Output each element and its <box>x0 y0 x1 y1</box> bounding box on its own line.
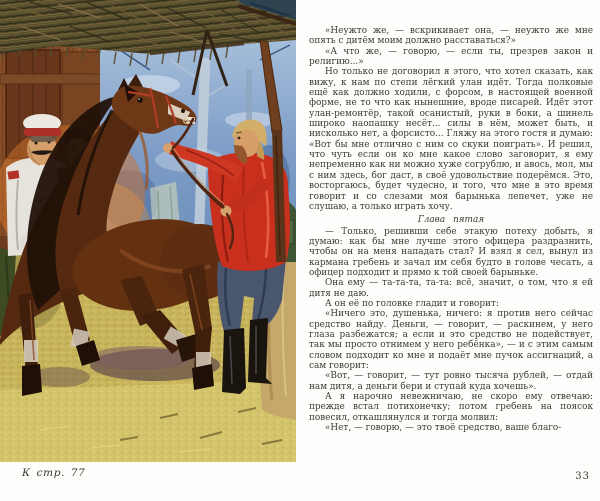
paragraph: Но только не договорил я этого, что хотел сказать, как вижу, к нам по степи лёгкий улан идёт. Тогда полковые ещё как должно ходили, с форсом, в настоящей военной форме, не то что как нынешние, вроде писарей. Идёт этот улан-ремонтёр, такой осанистый, руки в боки, а шинель широко наопашку несёт... силы в нём, может быть, и нисколько нет, а форсисто... Гляжу на этого гостя и думаю: «Вот бы мне отлично с ним со скуки поиграть». И решил, что чуть если он ко мне какое слово заговорит, я ему непременно как ни можно хуже согрублю, и авось, мол, мы с ним здесь, бог даст, в своё удовольствие подерёмся. Это, восторгаюсь, будет чудесно, и того, что мне в это время говорит и со слезами моя барынька лепечет, уже не слушаю, а только играть хочу. <box>309 67 593 212</box>
paragraph: «Ничего это, душенька, ничего: я против него сейчас средство найду. Деньги, — говорит, — раскинем, у него глаза разбежатся; а если и это средство не подействует, так мы просто отнимем у него ребёнка», — и с этим самым словом подходит ко мне и подаёт мне пучок ассигнаций, а сам говорит: <box>309 309 593 371</box>
book-illustration <box>0 0 296 462</box>
paragraph: А я нарочно невежничаю, не скоро ему отвечаю: прежде встал потихонечку; потом гребень на поясок повесил, откашлянулся и тогда молвил: <box>309 392 593 423</box>
paragraph: А он её по головке гладит и говорит: <box>325 298 499 309</box>
chapter-heading: Глава пятая <box>417 215 485 226</box>
paragraph: — Только, решивши себе этакую потеху добыть, я думаю: как бы мне лучше этого офицера раздразнить, чтобы он на меня нападать стал? И взял я сел, вынул из кармана гребень и зачал им себя будто в голове чесать, а офицер подходит и прямо к той своей барыньке. <box>309 226 593 278</box>
page-number: 33 <box>575 471 590 482</box>
text-column <box>309 26 593 462</box>
paragraph: «А что же, — говорю, — если ты, презрев закон и религию...» <box>309 46 593 68</box>
paragraph: «Нет, — говорю, — это твоё средство, ваше благо- <box>325 423 562 434</box>
right-page <box>297 0 600 501</box>
illustration-caption: К стр. 77 <box>22 467 86 479</box>
left-page <box>0 0 297 501</box>
paragraph: «Вот, — говорит, — тут ровно тысяча рублей, — отдай нам дитя, а деньги бери и ступай куда хочешь». <box>309 371 593 392</box>
watercolor-grain <box>0 0 296 462</box>
paragraph: «Неужто же, — вскрикивает она, — неужто же мне опять с дитём моим должно расставаться?» <box>309 26 593 47</box>
paragraph: Она ему — та-та-та, та-та: всё, значит, о том, что я ей дитя не даю. <box>309 278 593 299</box>
